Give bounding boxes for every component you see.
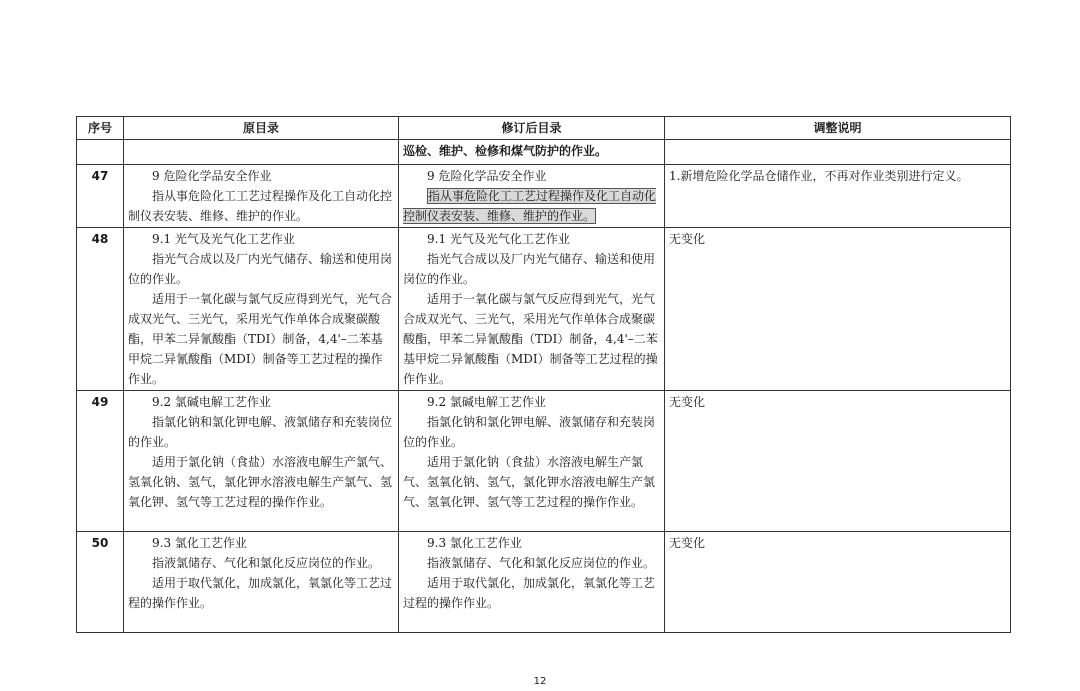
table-row	[77, 391, 1011, 532]
row-original-title: 9.2 氯碱电解工艺作业	[152, 395, 271, 409]
row-revised-para: 指氯化钠和氯化钾电解、液氯储存和充装岗位的作业。	[403, 415, 656, 449]
catalog-comparison-table	[76, 116, 1011, 633]
row-note-cell	[665, 532, 1011, 633]
header-original: 原目录	[124, 117, 399, 140]
row-revised-para: 指液氯储存、气化和氯化反应岗位的作业。	[427, 556, 656, 570]
row-original-para: 指氯化钠和氯化钾电解、液氯储存和充装岗位的作业。	[128, 415, 393, 449]
row-revised-cell	[399, 532, 665, 633]
continuation-revised-cell	[399, 140, 665, 165]
page-number: 12	[533, 676, 547, 687]
continuation-original-cell	[124, 140, 399, 165]
continuation-note-cell	[665, 140, 1011, 165]
header-seq: 序号	[77, 117, 124, 140]
row-revised-para: 适用于氯化钠（食盐）水溶液电解生产氯气、氢氧化钠、氢气，氯化钾水溶液电解生产氯气、氢氧化钾、氢气等工艺过程的操作作业。	[403, 455, 656, 509]
row-original-cell	[124, 165, 399, 228]
table-row	[77, 228, 1011, 391]
row-revised-para: 适用于取代氯化，加成氯化，氧氯化等工艺过程的操作作业。	[403, 576, 656, 610]
row-original-title: 9.3 氯化工艺作业	[152, 536, 247, 550]
row-note-cell	[665, 165, 1011, 228]
row-original-para: 指光气合成以及厂内光气储存、输送和使用岗位的作业。	[128, 252, 393, 286]
continuation-text: 巡检、维护、检修和煤气防护的作业。	[403, 144, 608, 158]
row-revised-cell	[399, 165, 665, 228]
row-revised-title: 9 危险化学品安全作业	[427, 169, 547, 183]
row-seq: 47	[77, 165, 124, 228]
row-original-para: 指从事危险化工工艺过程操作及化工自动化控制仪表安装、维修、维护的作业。	[128, 189, 393, 223]
row-original-cell	[124, 228, 399, 391]
continuation-row	[77, 140, 1011, 165]
row-seq: 49	[77, 391, 124, 532]
table-row	[77, 165, 1011, 228]
row-revised-para: 适用于一氧化碳与氯气反应得到光气，光气合成双光气、三光气，采用光气作单体合成聚碳酸酯，甲苯二异氰酸酯（TDI）制备，4,4'–二苯基甲烷二异氰酸酯（MDI）制备等工艺过程的操作作业。	[403, 292, 658, 386]
row-note: 1.新增危险化学品仓储作业，不再对作业类别进行定义。	[669, 169, 969, 183]
row-revised-para: 指光气合成以及厂内光气储存、输送和使用岗位的作业。	[403, 252, 656, 286]
row-original-para: 适用于氯化钠（食盐）水溶液电解生产氯气、氢氧化钠、氢气，氯化钾水溶液电解生产氯气、氢氧化钾、氢气等工艺过程的操作作业。	[128, 455, 393, 509]
row-revised-cell	[399, 391, 665, 532]
row-note: 无变化	[669, 232, 706, 246]
row-original-para: 适用于一氧化碳与氯气反应得到光气，光气合成双光气、三光气，采用光气作单体合成聚碳酸酯，甲苯二异氰酸酯（TDI）制备，4,4'–二苯基甲烷二异氰酸酯（MDI）制备等工艺过程的操作作业。	[128, 292, 393, 386]
row-note: 无变化	[669, 395, 706, 409]
header-revised: 修订后目录	[399, 117, 665, 140]
row-original-title: 9.1 光气及光气化工艺作业	[152, 232, 295, 246]
row-original-title: 9 危险化学品安全作业	[152, 169, 272, 183]
row-seq: 50	[77, 532, 124, 633]
row-original-cell	[124, 391, 399, 532]
row-original-cell	[124, 532, 399, 633]
row-note-cell	[665, 228, 1011, 391]
row-original-para: 指液氯储存、气化和氯化反应岗位的作业。	[152, 556, 381, 570]
row-note: 无变化	[669, 536, 706, 550]
row-revised-cell	[399, 228, 665, 391]
table-row	[77, 532, 1011, 633]
row-seq: 48	[77, 228, 124, 391]
row-revised-title: 9.3 氯化工艺作业	[427, 536, 522, 550]
table-header-row	[77, 117, 1011, 140]
header-note: 调整说明	[665, 117, 1011, 140]
row-original-para: 适用于取代氯化，加成氯化，氧氯化等工艺过程的操作作业。	[128, 576, 393, 610]
highlighted-revised-text: 指从事危险化工工艺过程操作及化工自动化控制仪表安装、维修、维护的作业。	[403, 189, 657, 223]
continuation-seq-cell	[77, 140, 124, 165]
row-note-cell	[665, 391, 1011, 532]
row-revised-title: 9.2 氯碱电解工艺作业	[427, 395, 546, 409]
row-revised-title: 9.1 光气及光气化工艺作业	[427, 232, 570, 246]
